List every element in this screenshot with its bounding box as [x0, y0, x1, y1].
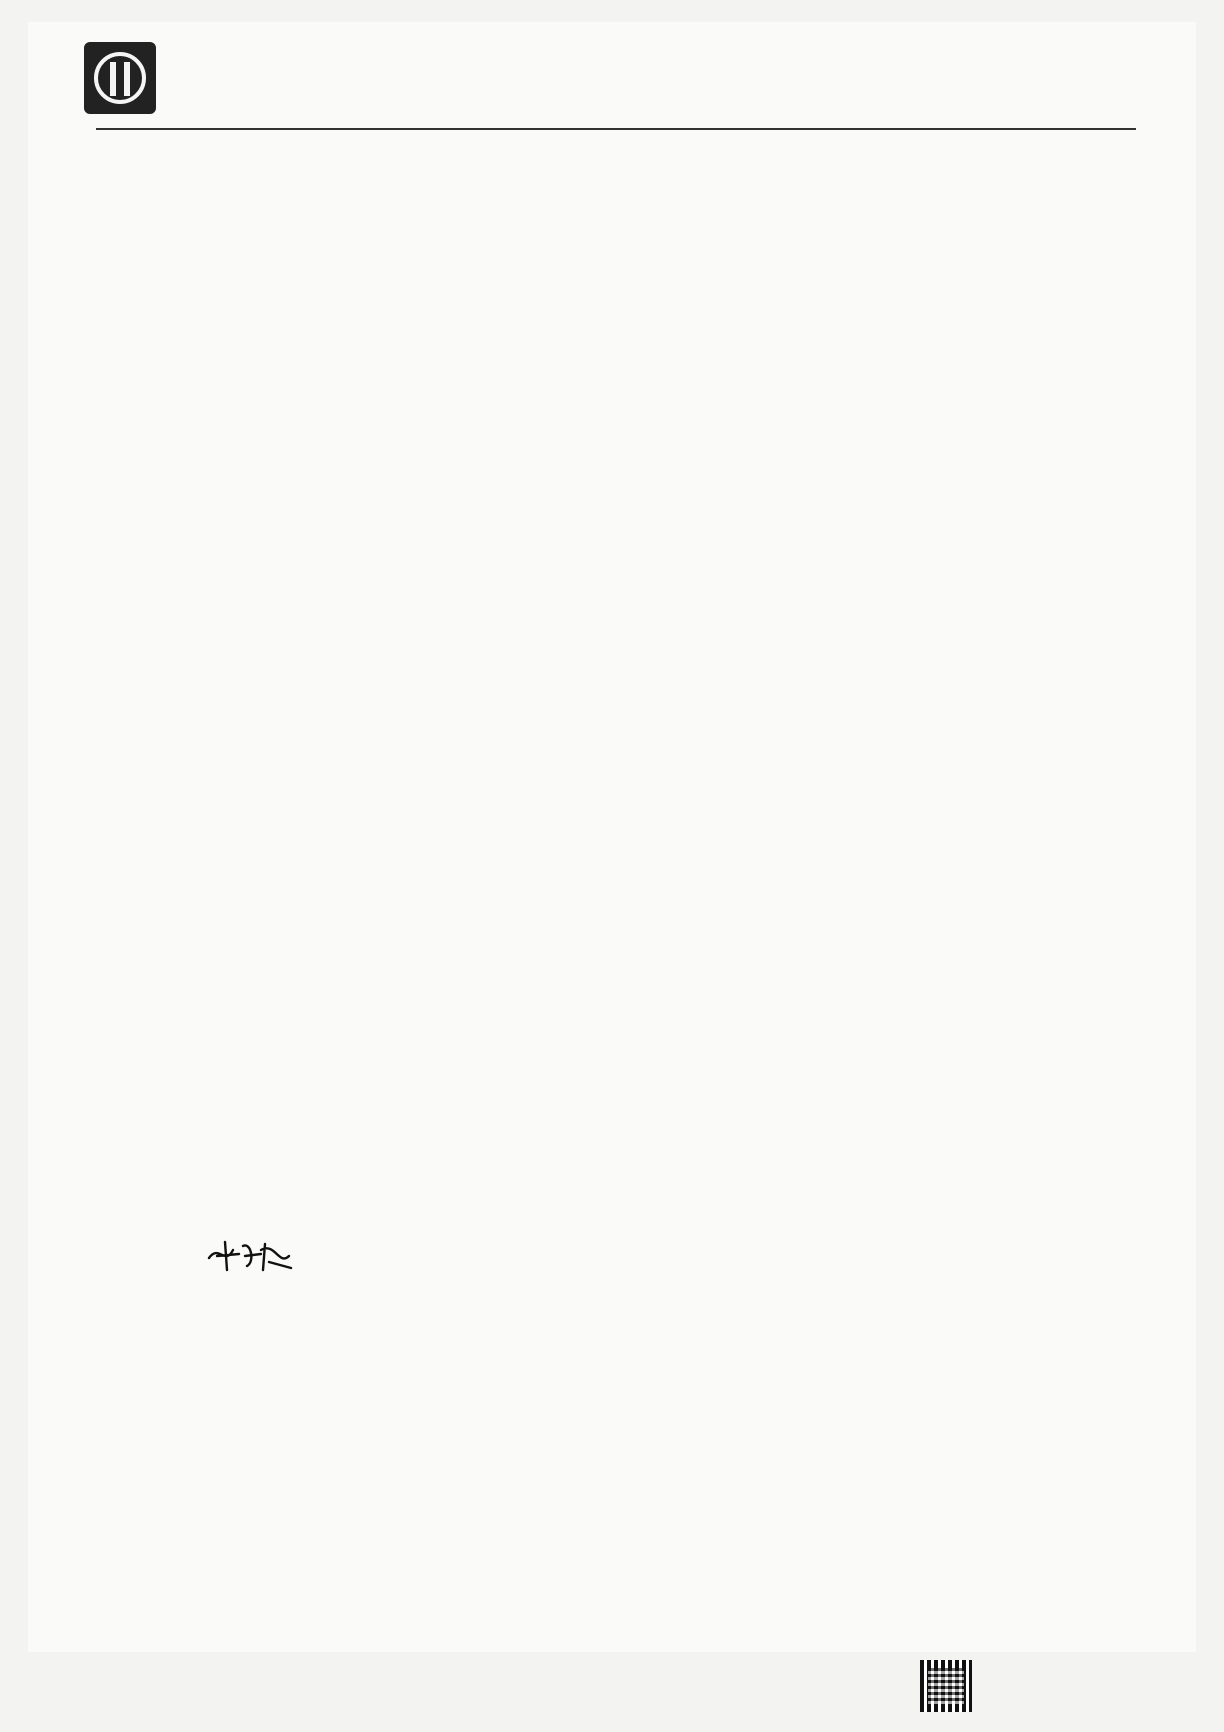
- header-divider: [96, 128, 1136, 130]
- date-line: [590, 1250, 596, 1270]
- paper-sheet: [28, 22, 1196, 1652]
- company-logo-icon: [84, 42, 156, 114]
- qr-code-icon: [920, 1660, 972, 1712]
- handwritten-signature: [205, 1236, 295, 1276]
- scanner-watermark: [920, 1660, 982, 1712]
- audited-party-line: [98, 206, 150, 228]
